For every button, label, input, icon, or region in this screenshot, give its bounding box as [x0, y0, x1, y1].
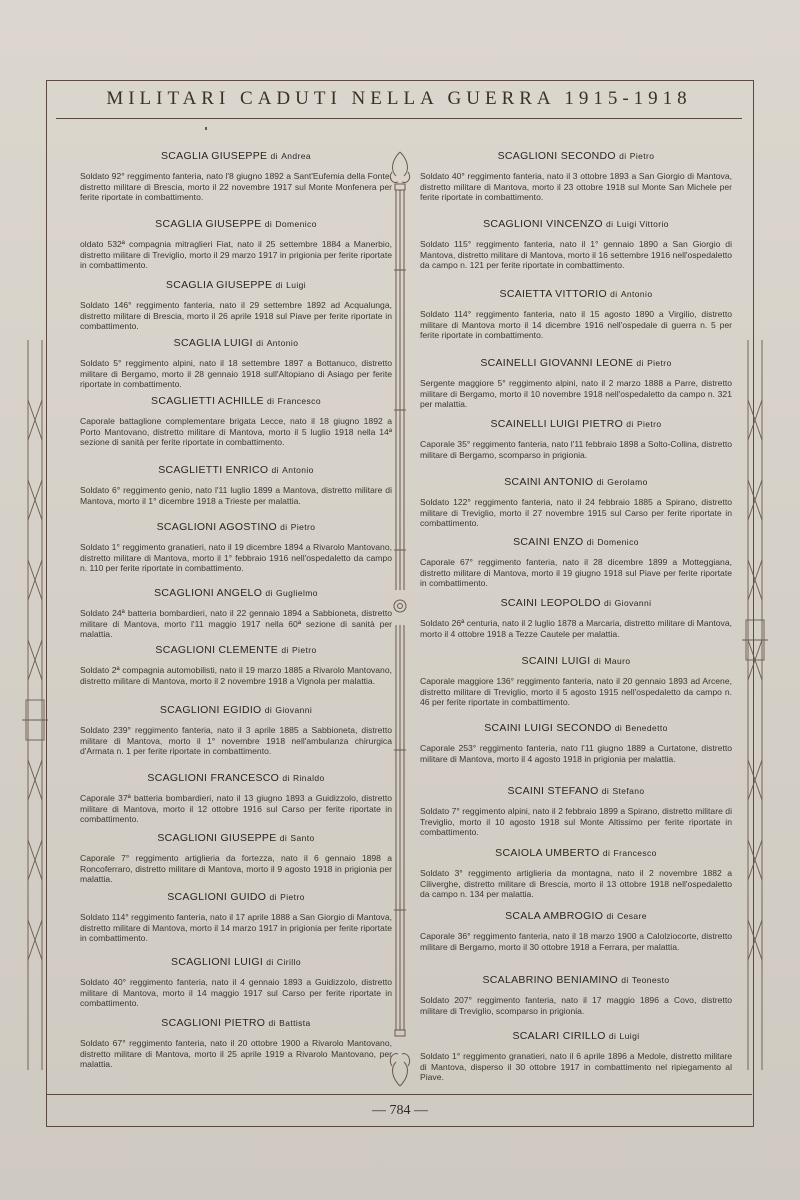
- entry-text: Soldato 207° reggimento fanteria, nato il 17 maggio 1896 a Covo, distretto militare di Treviglio, scomparso in prigionia.: [420, 995, 732, 1016]
- entry-surname: SCALA AMBROGIO: [505, 910, 604, 922]
- entry-of: di: [270, 151, 278, 161]
- entry-name: [420, 1030, 732, 1042]
- entry: [420, 357, 732, 410]
- entry-of: di: [265, 588, 273, 598]
- entry: [80, 464, 392, 506]
- entry-surname: SCAGLIONI EGIDIO: [159, 704, 262, 716]
- entry-father: Luigi Vittorio: [616, 219, 669, 229]
- entry-father: Francesco: [613, 848, 657, 858]
- entry-surname: SCAGLIONI SECONDO: [497, 150, 616, 162]
- entry-of: di: [256, 338, 264, 348]
- entry-text: Soldato 7° reggimento alpini, nato il 2 febbraio 1899 a Spirano, distretto militare di Treviglio, morto il 10 agosto 1918 sul Monte Altissimo per ferite riportate in combattimento.: [420, 806, 732, 838]
- entry-of: di: [606, 911, 614, 921]
- entry-text: Soldato 6° reggimento genio, nato l'11 luglio 1899 a Mantova, distretto militare di Mantova, morto il 1° dicembre 1918 a Trieste per malattia.: [80, 485, 392, 506]
- entry-of: di: [268, 1018, 276, 1028]
- entry-surname: SCAGLIONI GUIDO: [167, 891, 267, 903]
- entry: [80, 891, 392, 944]
- column-divider-ornament: [388, 150, 412, 1090]
- entry-text: Caporale 67° reggimento fanteria, nato il 28 dicembre 1899 a Motteggiana, distretto militare di Mantova, morto il 19 giugno 1918 sul Piave per ferite riportate in combattimento.: [420, 557, 732, 589]
- entry-name: [80, 279, 392, 291]
- entry: [420, 536, 732, 589]
- entry: [420, 655, 732, 708]
- entry-surname: SCAGLIA GIUSEPPE: [155, 218, 262, 230]
- entry-father: Guglielmo: [276, 588, 318, 598]
- entry-text: Soldato 115° reggimento fanteria, nato il 1° gennaio 1890 a San Giorgio di Mantova, distretto militare di Mantova, morto il 16 settembre 1916 nell'ospedaletto da campo n. 121 per ferite riportate in combattimento.: [420, 239, 732, 271]
- entry-name: [420, 722, 732, 734]
- entry-father: Pietro: [647, 358, 672, 368]
- entry-surname: SCAGLIONI CLEMENTE: [155, 644, 279, 656]
- entry-of: di: [606, 219, 614, 229]
- entry-surname: SCAINI LEOPOLDO: [500, 597, 601, 609]
- entry-name: [80, 1017, 392, 1029]
- entry-of: di: [619, 151, 627, 161]
- entry: [80, 218, 392, 271]
- entry-surname: SCAGLIONI GIUSEPPE: [157, 832, 277, 844]
- entry: [80, 956, 392, 1009]
- entry-name: [80, 832, 392, 844]
- entry-name: [420, 974, 732, 986]
- entry-text: Caporale maggiore 136° reggimento fanteria, nato il 20 gennaio 1893 ad Arcene, distretto militare di Treviglio, morto il 5 agosto 1915 nell'ospedaletto da campo n. 46 per ferite riportate in combattimento.: [420, 676, 732, 708]
- entry-father: Pietro: [629, 151, 655, 161]
- entry: [80, 644, 392, 686]
- entry-text: Caporale battaglione complementare brigata Lecce, nato il 18 giugno 1892 a Porto Mantovano, distretto militare di Mantova, morto il 5 luglio 1918 nella 14ª sezione di sanità per ferite riportate in combattimento.: [80, 416, 392, 448]
- entry: [420, 910, 732, 952]
- entry-surname: SCAGLIETTI ACHILLE: [151, 395, 264, 407]
- entry-name: [80, 644, 392, 656]
- entry-father: Stefano: [612, 786, 645, 796]
- entry-father: Domenico: [597, 537, 639, 547]
- entry-text: Sergente maggiore 5° reggimento alpini, nato il 2 marzo 1888 a Parre, distretto militare di Bergamo, morto il 10 novembre 1918 nell'ospedaletto da campo n. 321 per malattia.: [420, 378, 732, 410]
- entry-name: [80, 704, 392, 716]
- entry-text: Soldato 2ª compagnia automobilisti, nato il 19 marzo 1885 a Rivarolo Mantovano, distretto militare di Mantova, morto il 2 novembre 1918 a Vignola per malattia.: [80, 665, 392, 686]
- entry-surname: SCAGLIA GIUSEPPE: [165, 279, 273, 291]
- entry-father: Giovanni: [275, 705, 313, 715]
- right-side-ornament: [742, 340, 768, 1070]
- entry-surname: SCAIETTA VITTORIO: [499, 288, 607, 300]
- entry-name: [420, 357, 732, 369]
- entry: [80, 1017, 392, 1070]
- entry: [80, 772, 392, 825]
- entry-surname: SCAGLIONI VINCENZO: [483, 218, 603, 230]
- entry-father: Pietro: [291, 645, 317, 655]
- entry-surname: SCAINELLI LUIGI PIETRO: [490, 418, 624, 430]
- entry: [80, 150, 392, 203]
- entry-surname: SCAINI LUIGI: [521, 655, 591, 667]
- entry: [420, 785, 732, 838]
- entry-text: Soldato 24ª batteria bombardieri, nato il 22 gennaio 1894 a Sabbioneta, distretto militare di Mantova, morto l'11 maggio 1917 nella 60ª sezione di sanità per malattia.: [80, 608, 392, 640]
- entry: [420, 476, 732, 529]
- entry-surname: SCAINI LUIGI SECONDO: [484, 722, 612, 734]
- entry-of: di: [279, 833, 288, 843]
- entry-of: di: [608, 1031, 617, 1041]
- entry: [420, 722, 732, 764]
- entry-name: [80, 891, 392, 903]
- entry-father: Battista: [279, 1018, 311, 1028]
- entry: [420, 1030, 732, 1083]
- entry-name: [80, 956, 392, 968]
- page-number: — 784 —: [372, 1103, 428, 1118]
- entry-name: [80, 337, 392, 349]
- entry: [420, 218, 732, 271]
- entry-father: Antonio: [620, 289, 653, 299]
- entry-surname: SCALABRINO BENIAMINO: [482, 974, 618, 986]
- entry-father: Francesco: [277, 396, 321, 406]
- entry-of: di: [586, 537, 595, 547]
- entry: [80, 395, 392, 448]
- entry-name: [420, 536, 732, 548]
- entry-surname: SCAINI ANTONIO: [504, 476, 594, 488]
- entry-of: di: [604, 598, 612, 608]
- entry-name: [80, 395, 392, 407]
- page-title: MILITARI CADUTI NELLA GUERRA 1915-1918: [106, 88, 692, 109]
- entry: [420, 847, 732, 900]
- entry-surname: SCAINI ENZO: [513, 536, 584, 548]
- entry: [420, 597, 732, 639]
- entry-text: Soldato 114° reggimento fanteria, nato il 17 aprile 1888 a San Giorgio di Mantova, distretto militare di Mantova, morto il 14 marzo 1917 in prigionia per ferite riportate in combattimento.: [80, 912, 392, 944]
- entry-of: di: [626, 419, 634, 429]
- entry-name: [420, 655, 732, 667]
- entry: [80, 337, 392, 390]
- entry-surname: SCAIOLA UMBERTO: [495, 847, 600, 859]
- entry-name: [420, 476, 732, 488]
- entry-surname: SCAINI STEFANO: [507, 785, 599, 797]
- entry-father: Cesare: [617, 911, 647, 921]
- entry-name: [80, 521, 392, 533]
- entry-surname: SCAGLIONI ANGELO: [154, 587, 263, 599]
- entry-father: Giovanni: [614, 598, 652, 608]
- entry-name: [420, 218, 732, 230]
- entry: [420, 974, 732, 1016]
- entry-text: Soldato 239° reggimento fanteria, nato il 3 aprile 1885 a Sabbioneta, distretto militare di Mantova, morto il 1° novembre 1918 nell'ambulanza chirurgica d'Armata n. 1 per ferite riportate in combattimento.: [80, 725, 392, 757]
- entry-name: [420, 847, 732, 859]
- entry-surname: SCAGLIONI PIETRO: [161, 1017, 266, 1029]
- entry-text: Caporale 253° reggimento fanteria, nato l'11 giugno 1889 a Curtatone, distretto militare di Mantova, morto il 4 agosto 1918 in prigionia per malattia.: [420, 743, 732, 764]
- entry: [420, 150, 732, 203]
- entry-text: Soldato 3° reggimento artiglieria da montagna, nato il 2 novembre 1882 a Ciliverghe, distretto militare di Brescia, morto il 13 ottobre 1918 nell'ospedaletto da campo n. 134 per malattia.: [420, 868, 732, 900]
- entry: [80, 521, 392, 574]
- entry: [80, 704, 392, 757]
- entry-text: Soldato 114° reggimento fanteria, nato il 15 agosto 1890 a Virgilio, distretto militare di Mantova morto il 14 dicembre 1916 nell'ospedale di guerra n. 5 per ferite riportate in combattimento.: [420, 309, 732, 341]
- entry-of: di: [264, 705, 273, 715]
- entry-name: [420, 150, 732, 162]
- entry-of: di: [601, 786, 610, 796]
- entry-of: di: [614, 723, 623, 733]
- entry-name: [80, 218, 392, 230]
- entry: [420, 418, 732, 460]
- ink-mark: [205, 127, 207, 130]
- entry-text: Soldato 5° reggimento alpini, nato il 18 settembre 1897 a Bottanuco, distretto militare di Bergamo, morto il 28 gennaio 1918 sull'Altopiano di Asiago per ferite riportate in combattimento.: [80, 358, 392, 390]
- entry-text: Soldato 40° reggimento fanteria, nato il 3 ottobre 1893 a San Giorgio di Mantova, distretto militare di Mantova, morto il 23 ottobre 1918 sul Monte San Michele per ferite riportate in combattimento.: [420, 171, 732, 203]
- entry-of: di: [264, 219, 273, 229]
- left-side-ornament: [22, 340, 48, 1070]
- entry-text: Caporale 35° reggimento fanteria, nato l'11 febbraio 1898 a Solto-Collina, distretto militare di Bergamo, scomparso in prigionia.: [420, 439, 732, 460]
- entry-father: Santo: [290, 833, 315, 843]
- entry-name: [80, 150, 392, 162]
- entry-of: di: [610, 289, 618, 299]
- entry-text: Soldato 1° reggimento granatieri, nato il 19 dicembre 1894 a Rivarolo Mantovano, distretto militare di Mantova, morto il 1° febbraio 1916 nell'ospedaletto da campo n. 110 per ferite riportate in combattimento.: [80, 542, 392, 574]
- entry-name: [420, 910, 732, 922]
- entry-father: Luigi: [619, 1031, 640, 1041]
- entry-father: Cirillo: [276, 957, 301, 967]
- entry-text: Soldato 1° reggimento granatieri, nato il 6 aprile 1896 a Medole, distretto militare di Mantova, disperso il 30 ottobre 1917 in combattimento nel ripiegamento al Piave.: [420, 1051, 732, 1083]
- entry-of: di: [267, 396, 275, 406]
- entry-father: Antonio: [282, 465, 314, 475]
- entry-of: di: [266, 957, 274, 967]
- entry-name: [80, 587, 392, 599]
- entry-name: [80, 772, 392, 784]
- entry-surname: SCAGLIETTI ENRICO: [158, 464, 269, 476]
- entry: [80, 832, 392, 885]
- entry: [80, 587, 392, 640]
- entry-surname: SCAGLIONI LUIGI: [171, 956, 264, 968]
- footer-rule: [46, 1094, 752, 1095]
- entry-of: di: [269, 892, 277, 902]
- entry-of: di: [636, 358, 644, 368]
- entry-of: di: [596, 477, 605, 487]
- entry-father: Mauro: [604, 656, 631, 666]
- entry-text: Caporale 36° reggimento fanteria, nato il 18 marzo 1900 a Calolziocorte, distretto militare di Bergamo, morto il 30 ottobre 1918 a Ferrara, per malattia.: [420, 931, 732, 952]
- entry: [420, 288, 732, 341]
- entry-name: [80, 464, 392, 476]
- entry-father: Benedetto: [625, 723, 668, 733]
- entry-of: di: [280, 522, 288, 532]
- entry-text: Caporale 37ª batteria bombardieri, nato il 13 giugno 1893 a Guidizzolo, distretto militare di Mantova, morto il 12 ottobre 1916 sul Carso per ferite riportate in combattimento.: [80, 793, 392, 825]
- entry-surname: SCAGLIONI AGOSTINO: [156, 521, 277, 533]
- entry-of: di: [593, 656, 602, 666]
- entry-father: Pietro: [636, 419, 662, 429]
- entry-text: Soldato 92° reggimento fanteria, nato l'8 giugno 1892 a Sant'Eufemia della Fonte, distretto militare di Brescia, morto il 22 novembre 1917 sul Monte Monfenera per ferite riportate in combattimento.: [80, 171, 392, 203]
- entry-text: Soldato 146° reggimento fanteria, nato il 29 settembre 1892 ad Acqualunga, distretto militare di Brescia, morto il 26 aprile 1918 sul Piave per ferite riportate in combattimento.: [80, 300, 392, 332]
- entry-text: Caporale 7° reggimento artiglieria da fortezza, nato il 6 gennaio 1898 a Roncoferraro, distretto militare di Mantova, morto il 9 agosto 1918 in prigionia per malattia.: [80, 853, 392, 885]
- entry-of: di: [282, 773, 290, 783]
- entry-surname: SCAGLIONI FRANCESCO: [147, 772, 280, 784]
- entry-surname: SCALARI CIRILLO: [512, 1030, 606, 1042]
- entry-surname: SCAINELLI GIOVANNI LEONE: [480, 357, 634, 369]
- entry-father: Luigi: [286, 280, 307, 290]
- entry-father: Rinaldo: [292, 773, 325, 783]
- entry: [80, 279, 392, 332]
- entry-text: Soldato 122° reggimento fanteria, nato il 24 febbraio 1885 a Spirano, distretto militare di Treviglio, morto il 27 novembre 1915 sul Carso per ferite riportate in combattimento.: [420, 497, 732, 529]
- entry-of: di: [281, 645, 289, 655]
- entry-text: Soldato 67° reggimento fanteria, nato il 20 ottobre 1900 a Rivarolo Mantovano, distretto militare di Mantova, morto il 25 aprile 1919 a Rivarolo Mantovano, per malattia.: [80, 1038, 392, 1070]
- entry-surname: SCAGLIA LUIGI: [173, 337, 253, 349]
- entry-father: Antonio: [266, 338, 299, 348]
- entry-of: di: [275, 280, 283, 290]
- entry-name: [420, 418, 732, 430]
- entry-father: Teonesto: [631, 975, 670, 985]
- entry-father: Domenico: [275, 219, 317, 229]
- entry-text: Soldato 26ª centuria, nato il 2 luglio 1878 a Marcaria, distretto militare di Mantova, morto il 4 ottobre 1918 a Tezze Cautele per malattia.: [420, 618, 732, 639]
- entry-of: di: [271, 465, 279, 475]
- entry-of: di: [621, 975, 629, 985]
- entry-name: [420, 288, 732, 300]
- entry-surname: SCAGLIA GIUSEPPE: [160, 150, 268, 162]
- entry-text: Soldato 40° reggimento fanteria, nato il 4 gennaio 1893 a Guidizzolo, distretto militare di Mantova, morto il 14 maggio 1917 sul Carso per ferite riportate in combattimento.: [80, 977, 392, 1009]
- entry-text: oldato 532ª compagnia mitraglieri Fiat, nato il 25 settembre 1884 a Manerbio, distretto militare di Treviglio, morto il 29 marzo 1917 in prigionia per ferite riportate in combattimento.: [80, 239, 392, 271]
- entry-father: Pietro: [280, 892, 305, 902]
- entry-of: di: [602, 848, 611, 858]
- entry-father: Andrea: [281, 151, 311, 161]
- entry-name: [420, 785, 732, 797]
- entry-name: [420, 597, 732, 609]
- entry-father: Gerolamo: [607, 477, 648, 487]
- entry-father: Pietro: [290, 522, 316, 532]
- header-box: [56, 80, 742, 119]
